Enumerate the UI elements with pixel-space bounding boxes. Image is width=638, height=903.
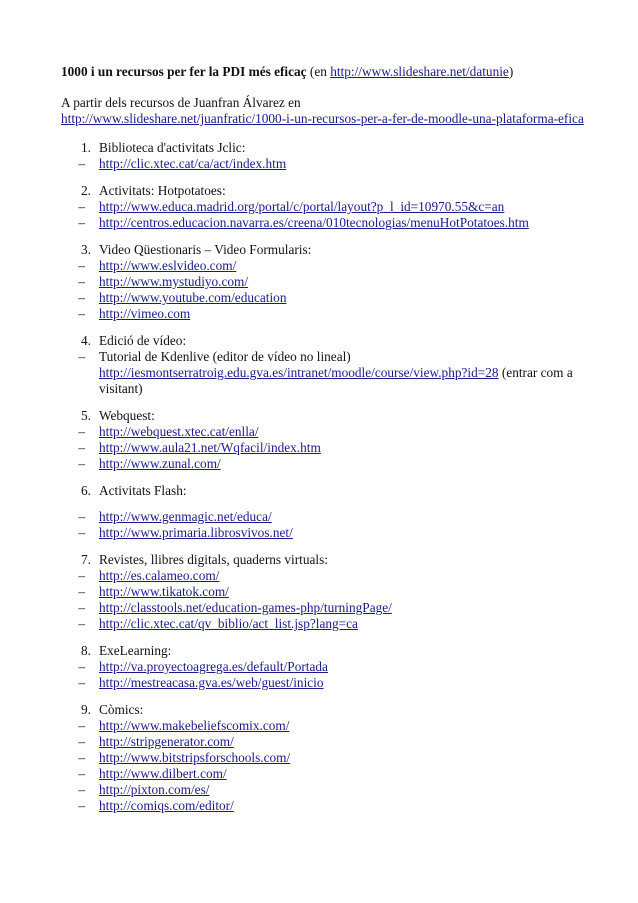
section-number: 7. (81, 552, 91, 567)
section-video-editing (61, 333, 606, 397)
resource-link[interactable]: http://www.youtube.com/education (99, 290, 287, 305)
section-title: ExeLearning: (99, 643, 172, 658)
note-text: Tutorial de Kdenlive (editor de vídeo no lineal) (99, 349, 351, 364)
dash-bullet (61, 274, 85, 290)
section-title: Video Qüestionaris – Video Formularis: (99, 242, 312, 257)
resource-link[interactable]: http://www.genmagic.net/educa/ (99, 509, 272, 524)
resource-link[interactable]: http://www.mystudiyo.com/ (99, 274, 249, 289)
dash-bullet (61, 734, 85, 750)
resource-link[interactable]: http://www.eslvideo.com/ (99, 258, 237, 273)
resource-link[interactable]: http://www.aula21.net/Wqfacil/index.htm (99, 440, 321, 455)
section-title: Activitats: Hotpotatoes: (99, 183, 226, 198)
resource-link[interactable]: http://pixton.com/es/ (99, 782, 210, 797)
dash-bullet (61, 440, 85, 456)
resource-link[interactable]: http://www.educa.madrid.org/portal/c/portal/layout?p_l_id=10970.55&c=an (99, 199, 505, 214)
section-number: 3. (81, 242, 91, 257)
dash-bullet (61, 156, 85, 172)
resource-link[interactable]: http://comiqs.com/editor/ (99, 798, 234, 813)
section-title: Webquest: (99, 408, 155, 423)
resource-link[interactable]: http://vimeo.com (99, 306, 191, 321)
dash-bullet (61, 584, 85, 600)
title-suffix: ) (508, 64, 514, 79)
resource-link[interactable]: http://clic.xtec.cat/qv_biblio/act_list.jsp?lang=ca (99, 616, 358, 631)
section-video-quiz (61, 242, 606, 322)
title-text: 1000 i un recursos per fer la PDI més eficaç (61, 64, 307, 79)
document-title (61, 64, 601, 80)
title-link[interactable]: http://www.slideshare.net/datunie (330, 64, 509, 79)
section-title: Revistes, llibres digitals, quaderns virtuals: (99, 552, 328, 567)
resource-link[interactable]: http://stripgenerator.com/ (99, 734, 234, 749)
resource-link[interactable]: http://mestreacasa.gva.es/web/guest/inicio (99, 675, 324, 690)
dash-bullet (61, 766, 85, 782)
dash-bullet (61, 659, 85, 675)
section-number: 2. (81, 183, 91, 198)
dash-bullet (61, 199, 85, 215)
dash-bullet (61, 349, 85, 365)
intro-text: A partir dels recursos de Juanfran Álvarez en (61, 95, 301, 110)
section-webquest (61, 408, 606, 472)
dash-bullet (61, 424, 85, 440)
dash-bullet (61, 718, 85, 734)
section-number: 5. (81, 408, 91, 423)
dash-bullet (61, 306, 85, 322)
title-prefix: (en (309, 64, 331, 79)
section-title: Edició de vídeo: (99, 333, 187, 348)
section-hotpotatoes (61, 183, 606, 231)
resource-link[interactable]: http://va.proyectoagrega.es/default/Portada (99, 659, 328, 674)
resource-link[interactable]: http://www.tikatok.com/ (99, 584, 229, 599)
dash-bullet (61, 215, 85, 231)
dash-bullet (61, 290, 85, 306)
dash-bullet (61, 568, 85, 584)
section-digital-books (61, 552, 606, 632)
resource-link[interactable]: http://webquest.xtec.cat/enlla/ (99, 424, 259, 439)
section-exelearning (61, 643, 606, 691)
resource-link[interactable]: http://www.primaria.librosvivos.net/ (99, 525, 293, 540)
dash-bullet (61, 616, 85, 632)
section-number: 8. (81, 643, 91, 658)
dash-bullet (61, 750, 85, 766)
dash-bullet (61, 600, 85, 616)
resource-link[interactable]: http://es.calameo.com/ (99, 568, 220, 583)
dash-bullet (61, 525, 85, 541)
dash-bullet (61, 798, 85, 814)
resource-link[interactable]: http://centros.educacion.navarra.es/creena/010tecnologias/menuHotPotatoes.htm (99, 215, 529, 230)
dash-bullet (61, 509, 85, 525)
kdenlive-note (61, 349, 606, 397)
section-number: 6. (81, 483, 91, 498)
section-number: 9. (81, 702, 91, 717)
section-number: 1. (81, 140, 91, 155)
resource-link[interactable]: http://iesmontserratroig.edu.gva.es/intranet/moodle/course/view.php?id=28 (99, 365, 499, 380)
resource-link[interactable]: http://clic.xtec.cat/ca/act/index.htm (99, 156, 287, 171)
section-number: 4. (81, 333, 91, 348)
resource-link[interactable]: http://www.makebeliefscomix.com/ (99, 718, 290, 733)
section-title: Còmics: (99, 702, 144, 717)
section-title: Biblioteca d'activitats Jclic: (99, 140, 246, 155)
dash-bullet (61, 456, 85, 472)
section-flash (61, 483, 606, 541)
resource-link[interactable]: http://classtools.net/education-games-php/turningPage/ (99, 600, 392, 615)
dash-bullet (61, 782, 85, 798)
section-comics (61, 702, 606, 814)
dash-bullet (61, 258, 85, 274)
resource-link[interactable]: http://www.dilbert.com/ (99, 766, 227, 781)
resource-link[interactable]: http://www.zunal.com/ (99, 456, 221, 471)
note-suffix: (entrar com a visitant) (99, 365, 573, 396)
dash-bullet (61, 675, 85, 691)
section-jclic (61, 140, 606, 172)
intro-link[interactable]: http://www.slideshare.net/juanfratic/1000-i-un-recursos-per-a-fer-de-moodle-una-plataforma-efica (61, 111, 584, 126)
resource-list (61, 140, 606, 825)
intro-paragraph (61, 95, 606, 127)
section-title: Activitats Flash: (99, 483, 187, 498)
resource-link[interactable]: http://www.bitstripsforschools.com/ (99, 750, 291, 765)
